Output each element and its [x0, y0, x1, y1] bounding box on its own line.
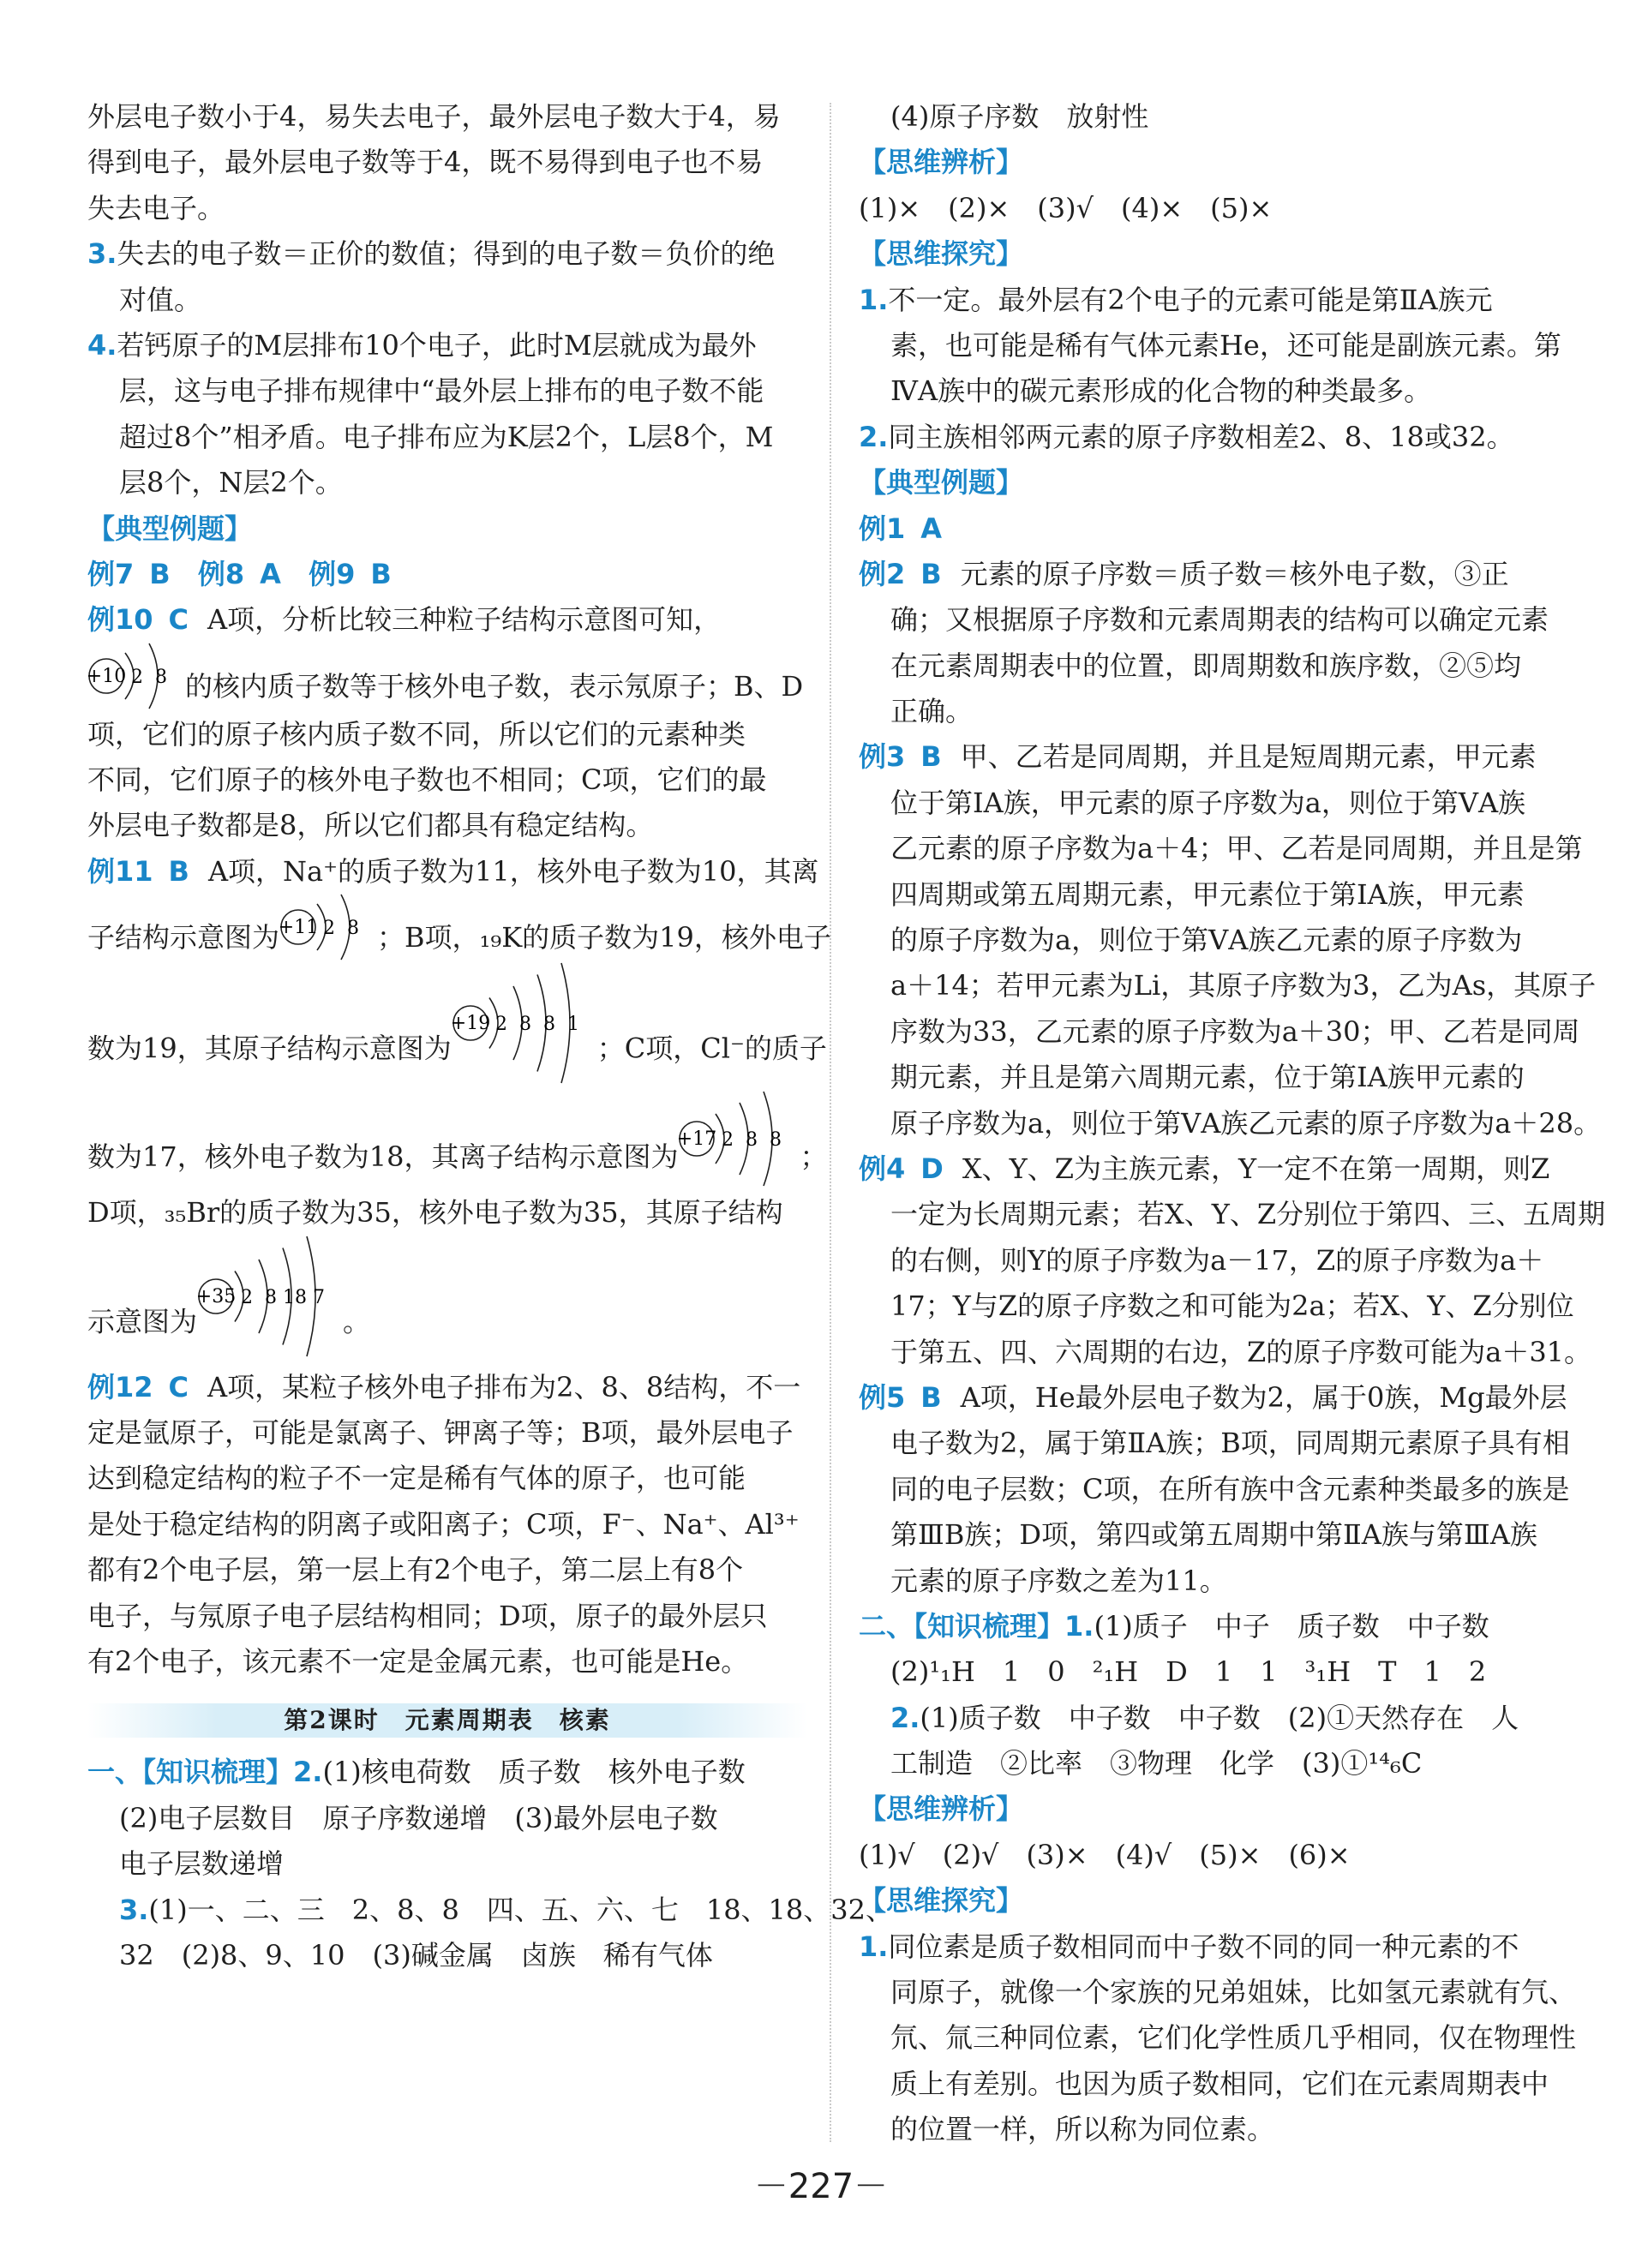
item-number: 3.	[119, 1893, 149, 1926]
text-line: 电子层数递增	[119, 1847, 285, 1881]
section-heading-knowledge: 一、【知识梳理】	[87, 1756, 294, 1789]
item-number: 1.	[859, 283, 889, 316]
example-answer: A	[920, 512, 943, 545]
shell-electron-count: 8	[265, 1286, 278, 1308]
diagram-line: +10 2 8 的核内质子数等于核外电子数，表示氖原子；B、D	[87, 643, 807, 712]
example-answer: A	[260, 557, 281, 590]
text-line: 外层电子数小于4，易失去电子，最外层电子数大于4，易	[87, 100, 781, 133]
text-line: 于第五、四、六周期的右边，Z的原子序数可能为a＋31。	[890, 1335, 1592, 1368]
item-number: 2.	[890, 1701, 920, 1734]
shell-electron-count: 7	[313, 1286, 326, 1308]
item-number: 4.	[87, 328, 117, 362]
item-number: 1.	[1064, 1609, 1094, 1643]
answer-item-3: 3.失去的电子数＝正价的数值；得到的电子数＝负价的绝	[87, 237, 776, 271]
diagram-line: 数为17，核外电子数为18，其离子结构示意图为 +17 2 8 8 ；	[87, 1092, 807, 1190]
shell-electron-count: 2	[131, 666, 143, 688]
shell-electron-count: 8	[770, 1129, 782, 1152]
text-line: 电子，与氖原子电子层结构相同；D项，原子的最外层只	[87, 1599, 768, 1632]
shell-electron-count: 2	[323, 918, 336, 940]
answer-item-4: 4.若钙原子的M层排布10个电子，此时M层就成为最外	[87, 328, 757, 362]
text-line: 元素的原子序数之差为11。	[890, 1564, 1227, 1597]
text-line: 都有2个电子层，第一层上有2个电子，第二层上有8个	[87, 1553, 744, 1587]
example-label: 例1	[859, 512, 906, 545]
section-heading-typical: 【典型例题】	[87, 512, 253, 545]
text-line: 质上有差别。也因为质子数相同，它们在元素周期表中	[890, 2067, 1549, 2100]
text-line: 电子数为2，属于第ⅡA族；B项，同周期元素原子具有相	[890, 1427, 1570, 1460]
text-line: (2)电子层数目 原子序数递增 (3)最外层电子数	[119, 1801, 718, 1834]
knowledge-item-2: 2.(1)质子数 中子数 中子数 (2)①天然存在 人	[890, 1701, 1519, 1734]
knowledge-section-2: 二、【知识梳理】1.(1)质子 中子 质子数 中子数	[859, 1609, 1489, 1643]
text-line: 不同，它们原子的核外电子数也不相同；C项，它们的最	[87, 763, 767, 797]
text-line: 同的电子层数；C项，在所有族中含元素种类最多的族是	[890, 1472, 1570, 1505]
shell-electron-count: 8	[518, 1014, 531, 1036]
shell-electron-count: 8	[155, 666, 167, 688]
text-line: 序数为33，乙元素的原子序数为a＋30；甲、乙若是同周	[890, 1014, 1580, 1048]
item-number: 1.	[859, 1930, 889, 1963]
knowledge-item-3: 3.(1)一、二、三 2、8、8 四、五、六、七 18、18、32、	[119, 1893, 893, 1926]
page-number: －227－	[753, 2167, 889, 2206]
text-line: 有2个电子，该元素不一定是金属元素，也可能是He。	[87, 1644, 749, 1678]
text-line: 得到电子，最外层电子数等于4，既不易得到电子也不易	[87, 146, 764, 179]
section-heading-typical: 【典型例题】	[859, 466, 1024, 500]
right-column	[859, 94, 1606, 2153]
item-number: 2.	[293, 1756, 323, 1789]
example-answer: B	[149, 557, 171, 590]
example-5: 例5 B A项，He最外层电子数为2，属于0族，Mg最外层	[859, 1380, 1567, 1414]
example-answer: B	[370, 557, 392, 590]
text-line: 位于第ⅠA族，甲元素的原子序数为a，则位于第ⅤA族	[890, 786, 1526, 819]
example-label: 例12	[87, 1370, 153, 1403]
text-line: 对值。	[119, 283, 202, 316]
shell-electron-count: 2	[241, 1286, 254, 1308]
text-line: 定是氩原子，可能是氯离子、钾离子等；B项，最外层电子	[87, 1416, 794, 1450]
text-line: D项，₃₅Br的质子数为35，核外电子数为35，其原子结构	[87, 1196, 783, 1230]
example-label: 例3	[859, 740, 906, 774]
example-2: 例2 B 元素的原子序数＝质子数＝核外电子数，③正	[859, 557, 1509, 590]
text-line: 四周期或第五周期元素，甲元素位于第ⅠA族，甲元素	[890, 877, 1525, 911]
text-line: 的位置一样，所以称为同位素。	[890, 2113, 1275, 2146]
section-heading-think: 【思维辨析】	[859, 146, 1024, 179]
nucleus-charge: +17	[677, 1128, 717, 1151]
example-label: 例10	[87, 603, 153, 637]
text-line: (2)¹₁H 1 0 ²₁H D 1 1 ³₁H T 1 2	[890, 1655, 1487, 1689]
text-line: (1)√ (2)√ (3)× (4)√ (5)× (6)×	[859, 1838, 1351, 1871]
text-line: 32 (2)8、9、10 (3)碱金属 卤族 稀有气体	[119, 1938, 713, 1972]
example-answer: D	[920, 1152, 944, 1185]
example-label: 例7	[87, 557, 135, 590]
example-answer: C	[168, 1370, 189, 1403]
nucleus-charge: +35	[195, 1285, 237, 1308]
example-answer: C	[168, 603, 189, 637]
shell-electron-count: 2	[494, 1014, 507, 1036]
shell-electron-count: 8	[542, 1014, 555, 1036]
example-4: 例4 D X、Y、Z为主族元素，Y一定不在第一周期，则Z	[859, 1152, 1550, 1185]
text-line: 一定为长周期元素；若X、Y、Z分别位于第四、三、五周期	[890, 1198, 1606, 1231]
text-line: 层，这与电子排布规律中“最外层上排布的电子数不能	[119, 374, 764, 408]
example-label: 例9	[309, 557, 356, 590]
examples-7-9	[87, 552, 807, 597]
explore-item-1: 1.不一定。最外层有2个电子的元素可能是第ⅡA族元	[859, 283, 1493, 316]
example-3: 例3 B 甲、乙若是同周期，并且是短周期元素，甲元素	[859, 740, 1537, 774]
text-line: 原子序数为a，则位于第ⅤA族乙元素的原子序数为a＋28。	[890, 1106, 1602, 1140]
text-line: (4)原子序数 放射性	[890, 100, 1149, 133]
example-answer: B	[920, 740, 942, 774]
diagram-line: 数为19，其原子结构示意图为 +19 2 8 8 1 ；C项，Cl⁻的质子	[87, 963, 807, 1092]
text-line: 17；Y与Z的原子序数之和可能为2a；若X、Y、Z分别位	[890, 1290, 1574, 1323]
explore-item-1: 1.同位素是质子数相同而中子数不同的同一种元素的不	[859, 1930, 1519, 1963]
shell-electron-count: 8	[347, 918, 360, 940]
text-line: ⅣA族中的碳元素形成的化合物的种类最多。	[890, 374, 1432, 408]
shell-electron-count: 2	[722, 1129, 734, 1152]
example-label: 例2	[859, 557, 906, 590]
text-line: 在元素周期表中的位置，即周期数和族序数，②⑤均	[890, 649, 1522, 682]
text-line: 失去电子。	[87, 191, 225, 224]
explore-item-2: 2.同主族相邻两元素的原子序数相差2、8、18或32。	[859, 420, 1514, 453]
shell-electron-count: 8	[746, 1129, 758, 1152]
example-12: 例12 C A项，某粒子核外电子排布为2、8、8结构，不一	[87, 1370, 801, 1403]
example-answer: B	[920, 557, 942, 590]
text-line: 期元素，并且是第六周期元素，位于第ⅠA族甲元素的	[890, 1061, 1525, 1094]
column-divider	[830, 103, 831, 2142]
example-answer: B	[920, 1380, 942, 1414]
section-heading-explore: 【思维探究】	[859, 237, 1024, 271]
example-label: 例8	[197, 557, 245, 590]
example-1	[859, 506, 1570, 552]
text-line: 是处于稳定结构的阴离子或阳离子；C项，F⁻、Na⁺、Al³⁺	[87, 1507, 800, 1541]
text-line: 同原子，就像一个家族的兄弟姐妹，比如氢元素就有氕、	[890, 1976, 1577, 2009]
text-line: 的原子序数为a，则位于第ⅤA族乙元素的原子序数为	[890, 924, 1523, 957]
section-heading-think: 【思维辨析】	[859, 1792, 1024, 1826]
section-heading-explore: 【思维探究】	[859, 1884, 1024, 1918]
text-line: 乙元素的原子序数为a＋4；甲、乙若是同周期，并且是第	[890, 832, 1583, 865]
text-line: (1)× (2)× (3)√ (4)× (5)×	[859, 191, 1273, 224]
text-line: 工制造 ②比率 ③物理 化学 (3)①¹⁴₆C	[890, 1747, 1423, 1780]
example-10: 例10 C A项，分析比较三种粒子结构示意图可知，	[87, 603, 722, 637]
text-line: 确；又根据原子序数和元素周期表的结构可以确定元素	[890, 603, 1549, 637]
item-number: 2.	[859, 420, 889, 453]
example-label: 例5	[859, 1380, 906, 1414]
text-line: 项，它们的原子核内质子数不同，所以它们的元素种类	[87, 717, 746, 751]
diagram-line: 示意图为 +35 2 8 18 7 。	[87, 1236, 807, 1365]
text-line: 的右侧，则Y的原子序数为a－17，Z的原子序数为a＋	[890, 1243, 1544, 1277]
text-line: 素，也可能是稀有气体元素He，还可能是副族元素。第	[890, 328, 1561, 362]
text-line: 超过8个”相矛盾。电子排布应为K层2个，L层8个，M	[119, 420, 774, 453]
section-heading-knowledge: 二、【知识梳理】	[859, 1609, 1065, 1643]
shell-electron-count: 18	[283, 1286, 308, 1308]
knowledge-section-1: 一、【知识梳理】2.(1)核电荷数 质子数 核外电子数	[87, 1756, 746, 1789]
text-line: 达到稳定结构的粒子不一定是稀有气体的原子，也可能	[87, 1462, 746, 1495]
nucleus-charge: +19	[450, 1013, 490, 1035]
diagram-line: 子结构示意图为 +11 2 8 ；B项，₁₉K的质子数为19，核外电子	[87, 895, 807, 963]
example-label: 例11	[87, 854, 153, 888]
nucleus-charge: +11	[278, 917, 319, 939]
text-line: 第ⅢB族；D项，第四或第五周期中第ⅡA族与第ⅢA族	[890, 1518, 1537, 1552]
text-line: 层8个，N层2个。	[119, 466, 343, 500]
text-line: 正确。	[890, 695, 974, 728]
text-line: a＋14；若甲元素为Li，其原子序数为3，乙为As，其原子	[890, 969, 1597, 1002]
text-line: 氘、氚三种同位素，它们化学性质几乎相同，仅在物理性	[890, 2021, 1577, 2055]
lesson-title-band: 第2课时 元素周期表 核素	[87, 1703, 807, 1738]
text-line: 外层电子数都是8，所以它们都具有稳定结构。	[87, 809, 654, 842]
example-answer: B	[168, 854, 189, 888]
nucleus-charge: +10	[86, 665, 127, 687]
example-11: 例11 B A项，Na⁺的质子数为11，核外电子数为10，其离	[87, 854, 819, 888]
shell-electron-count: 1	[566, 1014, 579, 1036]
item-number: 3.	[87, 237, 117, 271]
example-label: 例4	[859, 1152, 906, 1185]
